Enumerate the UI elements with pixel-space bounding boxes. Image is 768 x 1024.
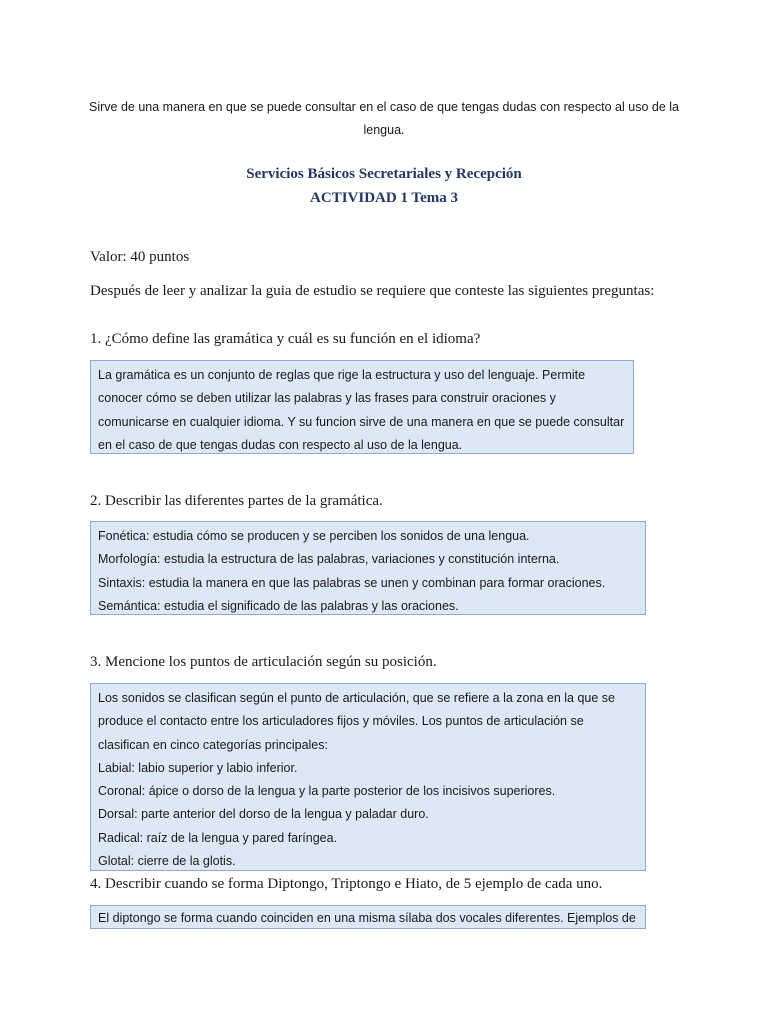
intro-line: Sirve de una manera en que se puede consultar en el caso de que tengas dudas con respecto al uso de la	[89, 100, 679, 114]
intro-line: lengua.	[363, 123, 405, 137]
answer-box-4	[90, 905, 646, 929]
question-2: 2. Describir las diferentes partes de la gramática.	[90, 493, 383, 509]
answer-line: Fonética: estudia cómo se producen y se perciben los sonidos de una lengua.	[98, 529, 530, 543]
answer-line: El diptongo se forma cuando coinciden en una misma sílaba dos vocales diferentes. Ejemplos de	[98, 911, 636, 925]
document-subtitle: ACTIVIDAD 1 Tema 3	[310, 190, 458, 206]
answer-line: conocer cómo se deben utilizar las palabras y las frases para construir oraciones y	[98, 391, 556, 406]
answer-line: Semántica: estudia el significado de las palabras y las oraciones.	[98, 598, 459, 613]
intro-paragraph	[86, 96, 682, 142]
score-value: Valor: 40 puntos	[90, 249, 190, 265]
answer-line: produce el contacto entre los articuladores fijos y móviles. Los puntos de articulación se	[98, 714, 584, 729]
question-1: 1. ¿Cómo define las gramática y cuál es su función en el idioma?	[90, 331, 481, 347]
answer-line: Radical: raíz de la lengua y pared faríngea.	[98, 830, 338, 845]
answer-line: Labial: labio superior y labio inferior.	[98, 760, 298, 775]
answer-box-1	[90, 360, 634, 454]
answer-line: comunicarse en cualquier idioma. Y su funcion sirve de una manera en que se puede consultar	[98, 414, 625, 429]
answer-line: clasifican en cinco categorías principales:	[98, 737, 328, 752]
answer-box-3	[90, 683, 646, 871]
answer-box-2	[90, 521, 646, 615]
answer-line: Morfología: estudia la estructura de las palabras, variaciones y constitución interna.	[98, 552, 560, 567]
answer-line: Glotal: cierre de la glotis.	[98, 854, 236, 869]
answer-line: Los sonidos se clasifican según el punto de articulación, que se refiere a la zona en la que se	[98, 691, 615, 705]
question-3: 3. Mencione los puntos de articulación según su posición.	[90, 654, 437, 670]
question-4: 4. Describir cuando se forma Diptongo, Triptongo e Hiato, de 5 ejemplo de cada uno.	[90, 876, 603, 892]
answer-line: en el caso de que tengas dudas con respecto al uso de la lengua.	[98, 437, 463, 452]
answer-line: La gramática es un conjunto de reglas que rige la estructura y uso del lenguaje. Permite	[98, 368, 586, 382]
document-title: Servicios Básicos Secretariales y Recepción	[246, 166, 522, 182]
answer-line: Dorsal: parte anterior del dorso de la lengua y paladar duro.	[98, 807, 429, 822]
answer-line: Sintaxis: estudia la manera en que las palabras se unen y combinan para formar oraciones.	[98, 575, 606, 590]
answer-line: Coronal: ápice o dorso de la lengua y la parte posterior de los incisivos superiores.	[98, 784, 556, 799]
instructions: Después de leer y analizar la guia de estudio se requiere que conteste las siguientes preguntas:	[90, 283, 655, 299]
